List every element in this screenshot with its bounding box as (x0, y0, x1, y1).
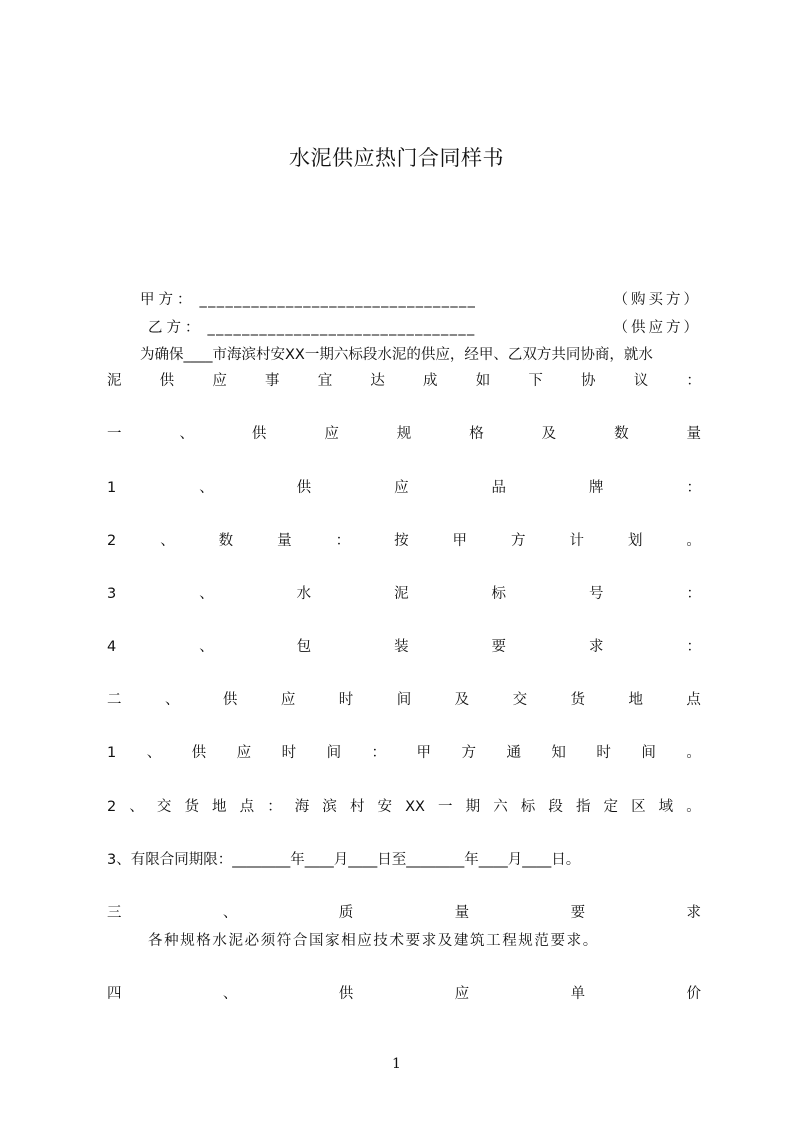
text-char: 计 (569, 533, 584, 549)
text-char: 号 (589, 586, 604, 602)
text-char: 间 (641, 745, 656, 761)
item-1-3 (107, 584, 701, 604)
text-char: 定 (603, 799, 619, 815)
text-char: 指 (575, 799, 591, 815)
text-char: 求 (686, 905, 701, 921)
text-char: 要 (570, 905, 586, 921)
text-char: 。 (686, 745, 701, 761)
text-char: 应 (324, 426, 339, 442)
text-char: 宜 (317, 373, 333, 389)
text-char: 供 (159, 373, 175, 389)
text-char: 甲 (416, 745, 432, 761)
text-char: 。 (686, 799, 701, 815)
text-char: ： (371, 745, 387, 761)
text-char: 四 (107, 986, 122, 1002)
text-char: 应 (280, 692, 296, 708)
text-char: 、 (199, 586, 214, 602)
section-1-heading (107, 424, 701, 444)
text-char: 及 (541, 426, 557, 442)
text-char: 交 (512, 692, 528, 708)
text-char: 区 (631, 799, 646, 815)
text-char: 、 (179, 426, 194, 442)
text-char: 方 (511, 533, 526, 549)
text-char: 应 (454, 986, 470, 1002)
text-char: 如 (475, 373, 491, 389)
text-char: 应 (236, 745, 252, 761)
text-char: 一 (107, 426, 122, 442)
text-char: 、 (160, 533, 175, 549)
text-char: 、 (129, 799, 144, 815)
text-char: 、 (222, 986, 238, 1002)
text-char: 质 (338, 905, 354, 921)
party-b-blank: _______________________________ (207, 320, 476, 336)
text-char: 、 (222, 905, 238, 921)
item-2-3: 3、有限合同期限：________年____月____日至________年____月____日。 (107, 852, 581, 868)
text-char: 应 (212, 373, 227, 389)
text-char: 量 (686, 426, 701, 442)
text-char: 三 (107, 905, 122, 921)
section-3-body: 各种规格水泥必须符合国家相应技术要求及建筑工程规范要求。 (148, 933, 599, 949)
text-char: 时 (596, 745, 611, 761)
text-char: 水 (296, 586, 312, 602)
item-1-1 (107, 478, 701, 498)
text-char: 泥 (394, 586, 409, 602)
text-char: 求 (589, 639, 604, 655)
text-char: 包 (296, 639, 312, 655)
text-char: 协 (581, 373, 596, 389)
text-char: 格 (469, 426, 484, 442)
text-char: 货 (570, 692, 585, 708)
text-char: 、 (199, 480, 214, 496)
text-char: 地 (628, 692, 643, 708)
party-a-label: 甲方： (140, 292, 196, 308)
text-char: 2 (107, 533, 117, 549)
text-char: 地 (212, 799, 227, 815)
text-char: 通 (506, 745, 521, 761)
text-char: 达 (370, 373, 385, 389)
text-char: 要 (491, 639, 507, 655)
text-char: 海 (294, 799, 310, 815)
item-2-2 (107, 797, 701, 817)
text-char: 量 (454, 905, 470, 921)
text-char: ： (335, 533, 351, 549)
text-char: XX (405, 799, 425, 815)
text-char: 量 (277, 533, 292, 549)
text-char: 间 (396, 692, 412, 708)
document-title: 水泥供应热门合同样书 (289, 146, 504, 170)
party-b-role: （供应方） (613, 320, 701, 336)
text-char: 2 (107, 799, 117, 815)
text-char: ： (686, 480, 701, 496)
text-char: 装 (394, 639, 409, 655)
text-char: 应 (394, 480, 409, 496)
text-char: 间 (326, 745, 342, 761)
text-char: 村 (349, 799, 365, 815)
text-char: 供 (191, 745, 207, 761)
text-char: 标 (491, 586, 507, 602)
item-1-4 (107, 637, 701, 657)
item-1-2 (107, 531, 701, 551)
text-char: 价 (686, 986, 701, 1002)
text-char: 成 (423, 373, 438, 389)
party-a-line (140, 290, 701, 310)
text-char: 甲 (452, 533, 468, 549)
text-char: 域 (658, 799, 674, 815)
text-char: 泥 (107, 373, 122, 389)
text-char: 方 (461, 745, 476, 761)
text-char: 划 (627, 533, 643, 549)
text-char: 下 (528, 373, 543, 389)
section-2-heading (107, 690, 701, 710)
text-char: 、 (146, 745, 162, 761)
text-char: 供 (251, 426, 267, 442)
text-char: 数 (218, 533, 234, 549)
page-number: 1 (392, 1056, 401, 1072)
text-char: 段 (548, 799, 563, 815)
text-char: 滨 (322, 799, 337, 815)
text-char: 时 (338, 692, 354, 708)
text-char: 知 (551, 745, 566, 761)
text-char: 供 (338, 986, 354, 1002)
party-a-role: （购买方） (613, 292, 701, 308)
text-char: 1 (107, 745, 117, 761)
text-char: 安 (377, 799, 393, 815)
text-char: 、 (164, 692, 180, 708)
text-char: 3 (107, 586, 117, 602)
text-char: 、 (199, 639, 214, 655)
text-char: 货 (184, 799, 199, 815)
text-char: 4 (107, 639, 117, 655)
text-char: 。 (686, 533, 701, 549)
section-3-heading (107, 903, 701, 923)
text-char: 供 (296, 480, 312, 496)
text-char: 标 (520, 799, 536, 815)
text-char: ： (686, 586, 701, 602)
text-char: 时 (281, 745, 297, 761)
text-char: 交 (156, 799, 172, 815)
text-char: 牌 (589, 480, 604, 496)
text-char: 事 (265, 373, 280, 389)
text-char: 1 (107, 480, 117, 496)
text-char: ： (686, 639, 701, 655)
text-char: 点 (239, 799, 255, 815)
text-char: ： (267, 799, 282, 815)
text-char: 期 (465, 799, 481, 815)
text-char: 规 (396, 426, 412, 442)
text-char: 六 (493, 799, 508, 815)
section-4-heading (107, 984, 701, 1004)
text-char: 品 (491, 480, 507, 496)
text-char: 议 (633, 373, 649, 389)
text-char: 点 (686, 692, 701, 708)
intro-line-2 (107, 371, 701, 391)
party-b-label: 乙方： (148, 320, 204, 336)
text-char: 及 (454, 692, 470, 708)
text-char: 数 (614, 426, 629, 442)
text-char: 供 (222, 692, 238, 708)
party-b-line (148, 318, 701, 338)
text-char: 二 (107, 692, 122, 708)
item-2-1 (107, 743, 701, 763)
text-char: ： (686, 373, 701, 389)
text-char: 一 (438, 799, 453, 815)
text-char: 单 (570, 986, 586, 1002)
text-char: 按 (394, 533, 409, 549)
intro-line-1: 为确保____市海滨村安XX一期六标段水泥的供应，经甲、乙双方共同协商，就水 (140, 347, 653, 363)
party-a-blank: ________________________________ (199, 292, 477, 308)
